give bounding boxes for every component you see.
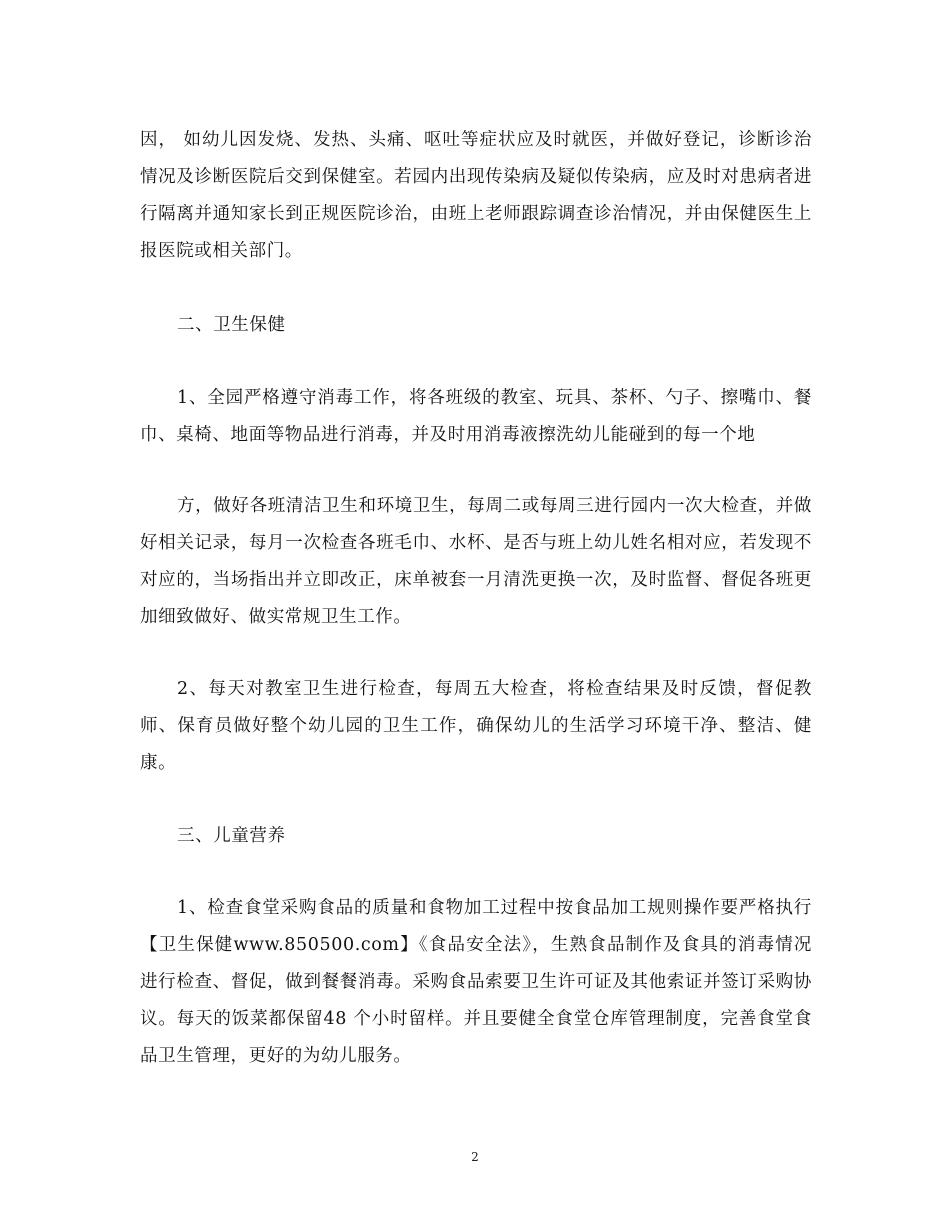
section-heading-hygiene: 二、卫生保健: [177, 315, 286, 335]
paragraph-nutrition-1: 1、检查食堂采购食品的质量和食物加工过程中按食品加工规则操作要严格执行【卫生保健www.850500.com】《食品安全法》，生熟食品制作及食具的消毒情况进行检查、督促，做到餐餐消毒。采购食品索要卫生许可证及其他索证并签订采购协议。每天的饭菜都保留48 个小时留样。并且要健全食堂仓库管理制度，完善食堂食品卫生管理，更好的为幼儿服务。: [140, 898, 812, 1066]
paragraph-hygiene-1a: 1、全园严格遵守消毒工作，将各班级的教室、玩具、茶杯、勺子、擦嘴巾、餐巾、桌椅、地面等物品进行消毒，并及时用消毒液擦洗幼儿能碰到的每一个地: [140, 388, 812, 445]
paragraph-intro: 因， 如幼儿因发烧、发热、头痛、呕吐等症状应及时就医，并做好登记，诊断诊治情况及诊断医院后交到保健室。若园内出现传染病及疑似传染病，应及时对患病者进行隔离并通知家长到正规医院诊治，由班上老师跟踪调查诊治情况，并由保健医生上报医院或相关部门。: [140, 130, 812, 261]
section-heading-nutrition: 三、儿童营养: [177, 826, 286, 846]
page-number: 2: [471, 1150, 479, 1164]
paragraph-hygiene-2: 2、每天对教室卫生进行检查，每周五大检查，将检查结果及时反馈，督促教师、保育员做好整个幼儿园的卫生工作，确保幼儿的生活学习环境干净、整洁、健康。: [140, 679, 812, 773]
paragraph-hygiene-1b: 方，做好各班清洁卫生和环境卫生，每周二或每周三进行园内一次大检查，并做好相关记录，每月一次检查各班毛巾、水杯、是否与班上幼儿姓名相对应，若发现不对应的，当场指出并立即改正，床单被套一月清洗更换一次，及时监督、督促各班更加细致做好、做实常规卫生工作。: [140, 496, 812, 627]
